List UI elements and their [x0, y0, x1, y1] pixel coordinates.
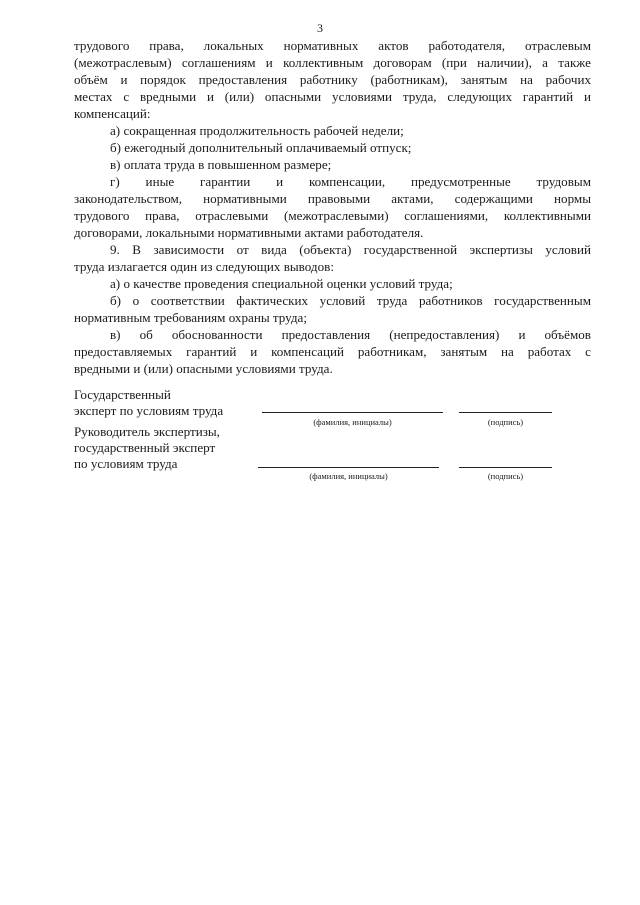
paragraph-line: вредными и (или) опасными условиями труда. [74, 361, 333, 376]
list-item: а) о качестве проведения специальной оценки условий труда; [110, 276, 453, 291]
signature-label: Руководитель экспертизы, [74, 424, 220, 439]
signature-caption: (подпись) [487, 471, 524, 481]
signature-label: по условиям труда [74, 456, 178, 471]
paragraph-line: (межотраслевым) соглашениям и коллективным договорам (при наличии), а также [74, 55, 591, 70]
paragraph-line: нормативным требованиям охраны труда; [74, 310, 308, 325]
paragraph-line: трудового права, отраслевыми (межотраслевыми) соглашениями, коллективными [74, 208, 591, 223]
paragraph-line: объём и порядок предоставления работнику (работникам), занятым на рабочих [74, 72, 591, 87]
list-item: а) сокращенная продолжительность рабочей недели; [110, 123, 404, 138]
list-item: в) об обоснованности предоставления (непредоставления) и объёмов [110, 327, 591, 342]
paragraph-line: предоставляемых гарантий и компенсаций работникам, занятым на работах с [74, 344, 591, 359]
paragraph-line: 9. В зависимости от вида (объекта) государственной экспертизы условий [110, 242, 591, 257]
name-caption: (фамилия, инициалы) [313, 417, 392, 427]
signature-label: государственный эксперт [74, 440, 216, 455]
paragraph-line: трудового права, локальных нормативных актов работодателя, отраслевым [74, 38, 591, 53]
signature-label: Государственный [74, 387, 171, 402]
paragraph-line: договорами, локальными нормативными актами работодателя. [74, 225, 424, 240]
signature-caption: (подпись) [487, 417, 524, 427]
list-item: б) о соответствии фактических условий труда работников государственным [110, 293, 591, 308]
name-line [258, 467, 439, 468]
signature-label: эксперт по условиям труда [74, 403, 224, 418]
paragraph-line: труда излагается один из следующих выводов: [74, 259, 334, 274]
name-line [262, 412, 443, 413]
paragraph-line: компенсаций: [74, 106, 151, 121]
page-number: 3 [317, 21, 323, 35]
list-item: в) оплата труда в повышенном размере; [110, 157, 332, 172]
list-item: б) ежегодный дополнительный оплачиваемый отпуск; [110, 140, 412, 155]
list-item: г) иные гарантии и компенсации, предусмотренные трудовым [110, 174, 591, 189]
name-caption: (фамилия, инициалы) [309, 471, 388, 481]
paragraph-line: законодательством, нормативными правовыми актами, содержащими нормы [74, 191, 591, 206]
signature-line [459, 412, 552, 413]
paragraph-line: местах с вредными и (или) опасными условиями труда, следующих гарантий и [74, 89, 591, 104]
signature-line [459, 467, 552, 468]
